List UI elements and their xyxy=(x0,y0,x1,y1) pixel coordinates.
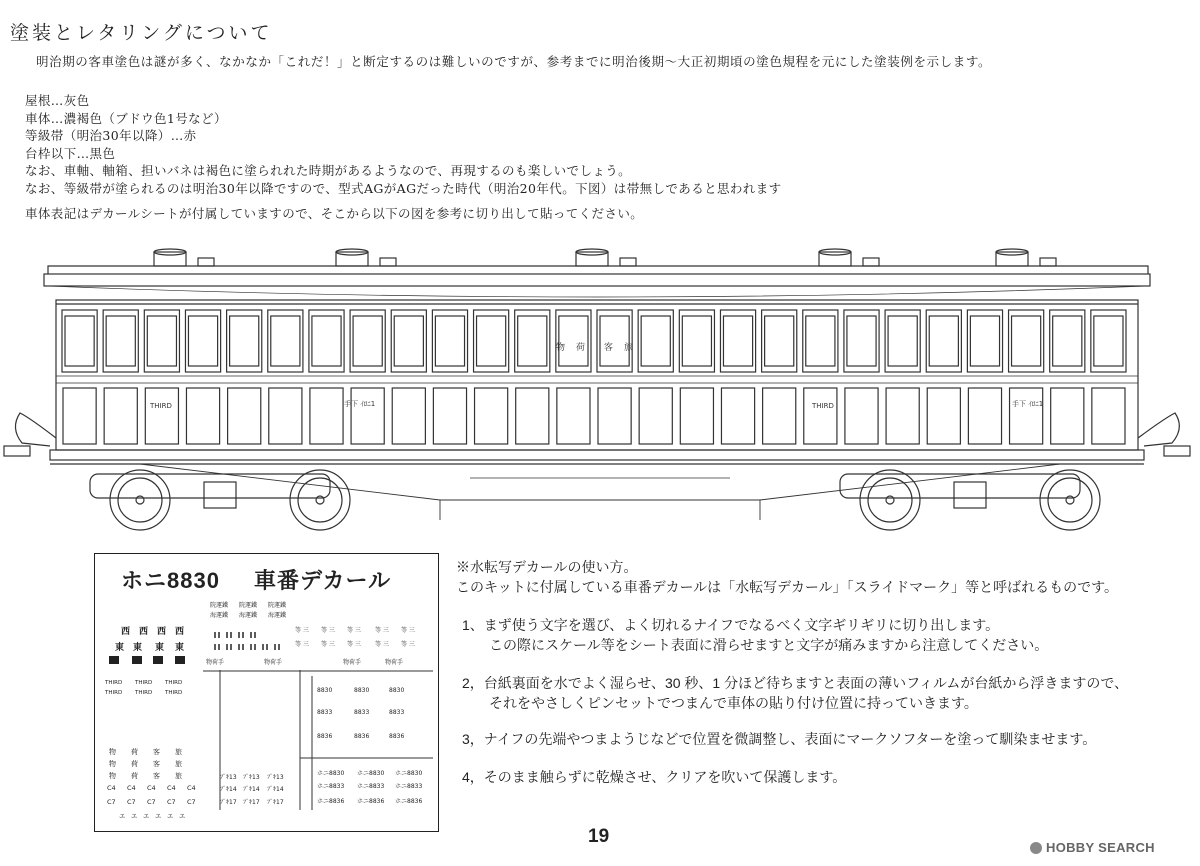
car-window-inner xyxy=(1053,316,1082,366)
decal-higashi: 東 xyxy=(155,643,165,653)
decal-honi: ホニ8836 xyxy=(317,798,345,805)
roof-lamp xyxy=(620,258,636,266)
decal-c7: C7 xyxy=(127,798,136,806)
decal-label-b: 海運鐵 xyxy=(239,612,258,619)
watermark-text: HOBBY SEARCH xyxy=(1046,840,1155,855)
decal-e: エ xyxy=(179,812,186,820)
car-lower-panel xyxy=(804,388,837,444)
instruction-step xyxy=(462,615,1048,655)
decal-buki: ﾌﾞｷ14 xyxy=(220,786,237,793)
decal-higashi: 東 xyxy=(115,643,125,653)
wheel xyxy=(110,470,170,530)
decal-c4: C4 xyxy=(147,784,156,792)
car-window xyxy=(885,310,920,372)
car-window-inner xyxy=(806,316,835,366)
decal-label-a: 院運鐵 xyxy=(210,602,229,609)
decal-c4: C4 xyxy=(127,784,136,792)
decal-num: 8830 xyxy=(354,687,370,694)
car-third-label-left: THIRD xyxy=(150,402,172,410)
car-window-inner xyxy=(1094,316,1123,366)
step-text: この際にスケール等をシート表面に滑らせますと文字が痛みますから注意してください。 xyxy=(489,637,1049,653)
decal-nishi: 西 xyxy=(139,627,149,637)
roof-lamp xyxy=(1040,258,1056,266)
decal-third: THIRD xyxy=(135,680,153,686)
car-window-inner xyxy=(518,316,547,366)
car-window-inner xyxy=(723,316,752,366)
paint-line: なお、車軸、軸箱、担いバネは褐色に塗られれた時期があるようなので、再現するのも楽しいでしょう。 xyxy=(25,163,632,178)
car-lower-panel xyxy=(721,388,754,444)
step-text: そのまま触らずに乾燥させ、クリアを吹いて保護します。 xyxy=(483,769,847,785)
decal-third: THIRD xyxy=(105,690,123,696)
car-window-inner xyxy=(188,316,217,366)
car-window-inner xyxy=(353,316,382,366)
step-text: 台紙裏面を水でよく湿らせ、30 秒、1 分ほど待ちますと表面の薄いフィルムが台紙から浮きますので、 xyxy=(483,675,1129,691)
car-window-inner xyxy=(65,316,94,366)
car-lower-panel xyxy=(516,388,549,444)
car-window-inner xyxy=(641,316,670,366)
paint-line: 屋根…灰色 xyxy=(25,93,90,108)
decal-kyaku: 物 xyxy=(109,772,116,780)
car-window xyxy=(268,310,303,372)
decal-sheet-heading: 車番デカール xyxy=(253,568,392,593)
car-window-inner xyxy=(435,316,464,366)
wheel xyxy=(290,470,350,530)
wheel xyxy=(1040,470,1100,530)
decal-e: エ xyxy=(167,812,174,820)
decal-buki: ﾌﾞｷ14 xyxy=(267,786,284,793)
car-small-label-left: 手下 ｲﾛﾆ1 xyxy=(344,400,376,408)
decal-nishi: 西 xyxy=(175,627,185,637)
decal-tou: 等 三 xyxy=(295,627,309,634)
instruction-step xyxy=(462,767,846,787)
car-lower-panel xyxy=(104,388,137,444)
bogie-spring xyxy=(204,482,236,508)
instructions-lead: このキットに付属している車番デカールは「水転写デカール」「スライドマーク」等と呼ばれるものです。 xyxy=(456,579,1119,595)
car-window xyxy=(844,310,879,372)
wheel-hub xyxy=(886,496,894,504)
car-window-inner xyxy=(929,316,958,366)
car-window xyxy=(803,310,838,372)
decal-honi: ホニ8833 xyxy=(395,783,423,790)
decal-kyaku: 旅 xyxy=(175,760,182,768)
decal-label-b: 海運鐵 xyxy=(210,612,229,619)
instruction-step xyxy=(462,673,1128,713)
decal-c7: C7 xyxy=(167,798,176,806)
decal-buki: ﾌﾞｷ13 xyxy=(267,774,284,781)
decal-monote: 物荷手 xyxy=(206,659,225,666)
car-lower-panel xyxy=(598,388,631,444)
wheel-hub xyxy=(136,496,144,504)
decal-num: 8830 xyxy=(317,687,333,694)
decal-kyaku: 客 xyxy=(153,760,160,768)
car-lower-panel xyxy=(1010,388,1043,444)
car-window-inner xyxy=(147,316,176,366)
page-number: 19 xyxy=(588,826,610,847)
decal-kyaku: 客 xyxy=(153,748,160,756)
car-sign-4: 旅 xyxy=(624,343,634,353)
step-number: 2， xyxy=(462,675,484,691)
car-window-inner xyxy=(271,316,300,366)
decal-higashi: 東 xyxy=(133,643,143,653)
car-window xyxy=(720,310,755,372)
paint-line: 車体…濃褐色（ブドウ色1号など） xyxy=(25,110,227,126)
decal-kyaku: 荷 xyxy=(131,748,138,756)
paint-line: 台枠以下…黒色 xyxy=(25,145,116,161)
decal-monote: 物荷手 xyxy=(264,659,283,666)
car-lower-panel xyxy=(968,388,1001,444)
car-small-label-right: 手下 ｲﾛﾆ1 xyxy=(1012,400,1044,408)
car-window xyxy=(103,310,138,372)
car-window-inner xyxy=(682,316,711,366)
car-window xyxy=(926,310,961,372)
car-window-inner xyxy=(888,316,917,366)
decal-c7: C7 xyxy=(107,798,116,806)
decal-num: 8833 xyxy=(317,709,333,716)
car-lower-panel xyxy=(351,388,384,444)
decal-num: 8833 xyxy=(389,709,405,716)
wheel-inner xyxy=(1048,478,1092,522)
car-window xyxy=(1050,310,1085,372)
decal-buki: ﾌﾞｷ14 xyxy=(243,786,260,793)
car-lower-panel xyxy=(310,388,343,444)
car-window xyxy=(432,310,467,372)
decal-note: 車体表記はデカールシートが付属していますので、そこから以下の図を参考に切り出して貼ってください。 xyxy=(25,206,644,221)
car-window-inner xyxy=(394,316,423,366)
decal-honi: ホニ8833 xyxy=(317,783,345,790)
wheel-hub xyxy=(1066,496,1074,504)
car-window xyxy=(144,310,179,372)
step-text: それをやさしくピンセットでつまんで車体の貼り付け位置に持っていきます。 xyxy=(489,695,978,711)
car-window xyxy=(474,310,509,372)
decal-third: THIRD xyxy=(135,690,153,696)
decal-third: THIRD xyxy=(165,680,183,686)
decal-kyaku: 物 xyxy=(109,760,116,768)
car-window xyxy=(227,310,262,372)
car-window-inner xyxy=(477,316,506,366)
car-window xyxy=(185,310,220,372)
decal-e: エ xyxy=(155,812,162,820)
car-lower-panel xyxy=(475,388,508,444)
wheel-hub xyxy=(316,496,324,504)
decal-tou: 等 三 xyxy=(321,627,335,634)
decal-tou: 等 三 xyxy=(401,627,415,634)
decal-e: エ xyxy=(119,812,126,820)
decal-higashi: 東 xyxy=(175,643,185,653)
watermark-logo-icon xyxy=(1030,842,1042,854)
roof-lamp xyxy=(198,258,214,266)
car-window xyxy=(1091,310,1126,372)
car-window xyxy=(515,310,550,372)
decal-third: THIRD xyxy=(165,690,183,696)
car-window xyxy=(679,310,714,372)
decal-honi: ホニ8836 xyxy=(357,798,385,805)
watermark xyxy=(1030,840,1155,855)
decal-honi: ホニ8830 xyxy=(317,770,345,777)
car-window xyxy=(597,310,632,372)
decal-c4: C4 xyxy=(107,784,116,792)
decal-buki: ﾌﾞｷ13 xyxy=(220,774,237,781)
decal-c7: C7 xyxy=(187,798,196,806)
car-sign-3: 客 xyxy=(604,343,614,353)
decal-kyaku: 物 xyxy=(109,748,116,756)
car-window xyxy=(62,310,97,372)
decal-sheet xyxy=(94,553,439,832)
decal-honi: ホニ8836 xyxy=(395,798,423,805)
car-window xyxy=(1009,310,1044,372)
car-lower-panel xyxy=(557,388,590,444)
car-lower-panel xyxy=(186,388,219,444)
car-window-inner xyxy=(765,316,794,366)
instruction-step xyxy=(462,729,1096,749)
car-lower-panel xyxy=(228,388,261,444)
paint-line: 等級帯（明治30年以降）…赤 xyxy=(25,128,197,143)
car-window xyxy=(762,310,797,372)
decal-e: エ xyxy=(143,812,150,820)
paint-spec-list xyxy=(25,92,782,197)
paint-line: なお、等級帯が塗られるのは明治30年以降ですので、型式AGがAGだった時代（明治20年代。下図）は帯無しであると思われます xyxy=(25,180,782,196)
decal-kyaku: 荷 xyxy=(131,772,138,780)
car-window-inner xyxy=(312,316,341,366)
decal-label-b: 海運鐵 xyxy=(268,612,287,619)
decal-c4: C4 xyxy=(187,784,196,792)
car-window-inner xyxy=(600,316,629,366)
step-text: まず使う文字を選び、よく切れるナイフでなるべく文字ギリギリに切り出します。 xyxy=(483,617,1000,633)
car-lower-panel xyxy=(886,388,919,444)
car-lower-panel xyxy=(1092,388,1125,444)
wheel-inner xyxy=(298,478,342,522)
car-window-inner xyxy=(970,316,999,366)
decal-nishi: 西 xyxy=(121,627,131,637)
car-window-inner xyxy=(1012,316,1041,366)
instructions-header: ※水転写デカールの使い方。 xyxy=(456,559,638,575)
car-third-label-right: THIRD xyxy=(812,402,834,410)
car-lower-panel xyxy=(145,388,178,444)
decal-label-a: 院運鐵 xyxy=(239,602,258,609)
decal-label-a: 院運鐵 xyxy=(268,602,287,609)
car-window xyxy=(350,310,385,372)
decal-kyaku: 旅 xyxy=(175,772,182,780)
car-window-inner xyxy=(559,316,588,366)
car-window xyxy=(638,310,673,372)
decal-c4: C4 xyxy=(167,784,176,792)
step-number: 4， xyxy=(462,769,484,785)
decal-monote: 物荷手 xyxy=(343,659,362,666)
decal-honi: ホニ8830 xyxy=(395,770,423,777)
decal-buki: ﾌﾞｷ17 xyxy=(267,799,284,806)
decal-tou: 等 三 xyxy=(295,641,309,648)
car-lower-panel xyxy=(63,388,96,444)
car-lower-panel xyxy=(269,388,302,444)
car-lower-panel xyxy=(1051,388,1084,444)
car-lower-panel xyxy=(392,388,425,444)
car-lower-panel xyxy=(680,388,713,444)
decal-num: 8830 xyxy=(389,687,405,694)
step-number: 3， xyxy=(462,731,484,747)
step-number: 1、 xyxy=(462,617,484,633)
car-lower-panel xyxy=(433,388,466,444)
decal-num: 8836 xyxy=(389,733,405,740)
wheel-inner xyxy=(118,478,162,522)
decal-num: 8836 xyxy=(317,733,333,740)
car-lower-panel xyxy=(763,388,796,444)
car-sign-2: 荷 xyxy=(576,343,586,353)
car-window xyxy=(391,310,426,372)
car-lower-panel xyxy=(639,388,672,444)
car-window xyxy=(556,310,591,372)
decal-kyaku: 客 xyxy=(153,772,160,780)
decal-nishi: 西 xyxy=(157,627,167,637)
bogie-spring xyxy=(954,482,986,508)
step-text: ナイフの先端やつまようじなどで位置を微調整し、表面にマークソフターを塗って馴染ませます。 xyxy=(483,731,1097,747)
decal-kyaku: 荷 xyxy=(131,760,138,768)
car-window xyxy=(309,310,344,372)
intro-text: 明治期の客車塗色は謎が多く、なかなか「これだ！」と断定するのは難しいのですが、参考までに明治後期〜大正初期頃の塗色規程を元にした塗装例を示します。 xyxy=(36,54,992,69)
decal-num: 8833 xyxy=(354,709,370,716)
railway-car-drawing xyxy=(0,238,1200,538)
decal-num: 8836 xyxy=(354,733,370,740)
decal-tou: 等 三 xyxy=(375,627,389,634)
decal-tou: 等 三 xyxy=(375,641,389,648)
decal-third: THIRD xyxy=(105,680,123,686)
decal-kyaku: 旅 xyxy=(175,748,182,756)
decal-tou: 等 三 xyxy=(347,627,361,634)
decal-honi: ホニ8830 xyxy=(357,770,385,777)
decal-tou: 等 三 xyxy=(347,641,361,648)
decal-sheet-items xyxy=(95,554,438,831)
decal-c7: C7 xyxy=(147,798,156,806)
roof-lamp xyxy=(380,258,396,266)
wheel xyxy=(860,470,920,530)
car-lower-panel xyxy=(845,388,878,444)
decal-buki: ﾌﾞｷ13 xyxy=(243,774,260,781)
car-sign-1: 物 xyxy=(556,343,566,353)
car-lower-panel xyxy=(927,388,960,444)
decal-honi: ホニ8833 xyxy=(357,783,385,790)
decal-tou: 等 三 xyxy=(321,641,335,648)
decal-tou: 等 三 xyxy=(401,641,415,648)
car-window xyxy=(967,310,1002,372)
car-window-inner xyxy=(847,316,876,366)
car-window-inner xyxy=(230,316,259,366)
page-title: 塗装とレタリングについて xyxy=(10,22,273,44)
decal-buki: ﾌﾞｷ17 xyxy=(220,799,237,806)
roof-lamp xyxy=(863,258,879,266)
decal-buki: ﾌﾞｷ17 xyxy=(243,799,260,806)
car-window-inner xyxy=(106,316,135,366)
decal-monote: 物荷手 xyxy=(385,659,404,666)
decal-e: エ xyxy=(131,812,138,820)
decal-sheet-model: ホニ8830 xyxy=(121,568,220,593)
